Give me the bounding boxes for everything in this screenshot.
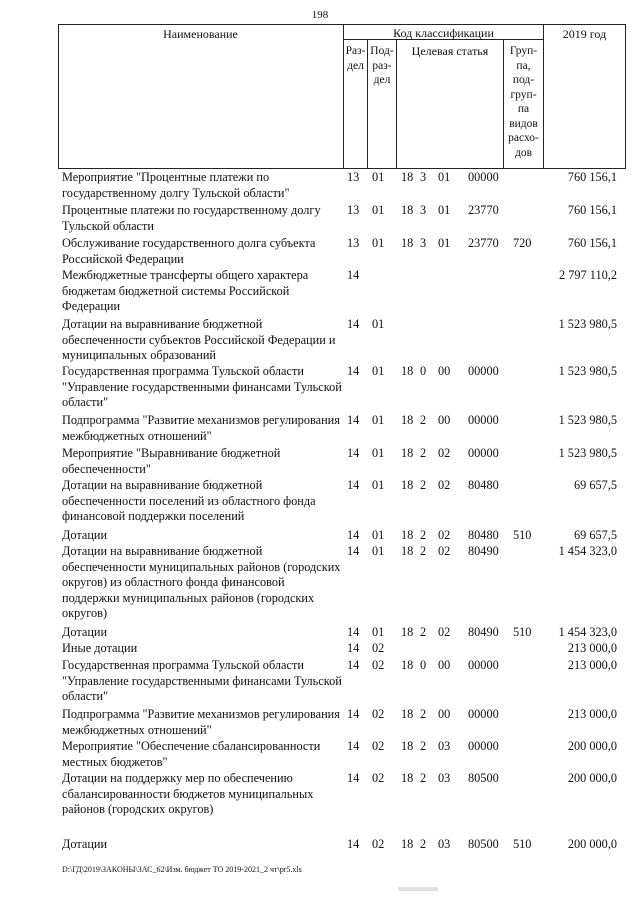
row-name: Подпрограмма "Развитие механизмов регулирования межбюджетных отношений" [62,413,340,443]
row-name: Процентные платежи по государственному долгу Тульской области [62,203,321,233]
row-direction: 00000 [468,739,499,753]
row-sum: 1 454 323,0 [558,544,617,558]
row-event: 03 [438,837,451,851]
row-program: 18 [401,658,414,672]
row-podrazdel: 01 [372,364,385,378]
row-sum: 200 000,0 [567,771,617,785]
row-name: Подпрограмма "Развитие механизмов регулирования межбюджетных отношений" [62,707,340,737]
row-subprogram: 2 [420,446,427,460]
row-razdel: 14 [347,544,360,558]
row-program: 18 [401,203,414,217]
row-sum: 213 000,0 [567,707,617,721]
row-name: Мероприятие "Обеспечение сбалансированности местных бюджетов" [62,739,321,769]
row-subprogram: 0 [420,658,427,672]
row-name: Дотации [62,625,108,639]
row-razdel: 14 [347,317,360,331]
row-event: 00 [438,658,451,672]
row-podrazdel: 01 [372,544,385,558]
row-razdel: 14 [347,528,360,542]
header-name: Наименование [163,27,238,41]
row-program: 18 [401,528,414,542]
row-razdel: 14 [347,739,360,753]
row-subprogram: 2 [420,528,427,542]
row-name: Дотации на поддержку мер по обеспечению сбалансированности бюджетов муниципальных районов (городских округов) [62,771,314,817]
row-razdel: 13 [347,236,360,250]
row-podrazdel: 02 [372,739,385,753]
row-event: 01 [438,203,451,217]
row-direction: 00000 [468,364,499,378]
row-direction: 80480 [468,478,499,492]
row-sum: 760 156,1 [567,203,617,217]
row-sum: 200 000,0 [567,739,617,753]
row-program: 18 [401,739,414,753]
row-sum: 2 797 110,2 [559,268,617,282]
row-razdel: 14 [347,268,360,282]
row-subprogram: 2 [420,771,427,785]
row-vid: 510 [513,837,532,851]
row-direction: 00000 [468,170,499,184]
row-name: Дотации [62,528,108,542]
row-podrazdel: 01 [372,413,385,427]
row-subprogram: 2 [420,707,427,721]
row-razdel: 13 [347,170,360,184]
row-event: 01 [438,236,451,250]
header-code: Код классификации [393,26,494,40]
header-target: Целевая статья [411,44,489,58]
row-name: Мероприятие "Процентные платежи по государственному долгу Тульской области" [62,170,290,200]
row-subprogram: 2 [420,478,427,492]
row-podrazdel: 01 [372,203,385,217]
row-name: Иные дотации [62,641,138,655]
row-subprogram: 2 [420,413,427,427]
row-podrazdel: 01 [372,317,385,331]
row-podrazdel: 02 [372,771,385,785]
row-sum: 1 523 980,5 [558,317,617,331]
row-event: 00 [438,364,451,378]
row-event: 01 [438,170,451,184]
row-direction: 00000 [468,413,499,427]
row-program: 18 [401,236,414,250]
row-direction: 00000 [468,446,499,460]
row-event: 02 [438,478,451,492]
row-sum: 1 454 323,0 [558,625,617,639]
row-direction: 23770 [468,236,499,250]
row-razdel: 14 [347,658,360,672]
row-razdel: 14 [347,478,360,492]
row-name: Государственная программа Тульской области "Управление государственными финансами Тульской области" [62,364,342,410]
row-razdel: 14 [347,837,360,851]
row-podrazdel: 01 [372,478,385,492]
row-event: 02 [438,528,451,542]
row-name: Мероприятие "Выравнивание бюджетной обеспеченности" [62,446,281,476]
row-podrazdel: 01 [372,528,385,542]
row-sum: 69 657,5 [573,528,617,542]
row-razdel: 14 [347,771,360,785]
row-sum: 760 156,1 [567,170,617,184]
row-podrazdel: 02 [372,641,385,655]
row-podrazdel: 02 [372,837,385,851]
row-sum: 1 523 980,5 [558,413,617,427]
row-name: Дотации на выравнивание бюджетной обеспеченности муниципальных районов (городских округов) из областного фонда финансовой поддержки муниципальных районов (городских округов) [62,544,341,621]
row-event: 03 [438,771,451,785]
row-subprogram: 3 [420,203,427,217]
row-podrazdel: 01 [372,170,385,184]
row-razdel: 14 [347,364,360,378]
row-name: Дотации [62,837,108,851]
file-path-footer: D:\ГД\2019\ЗАКОНЫ\ЗАС_62\Изм. бюджет ТО 2019-2021_2 чт\pr5.xls [62,865,302,874]
row-event: 02 [438,446,451,460]
table-header [58,24,626,169]
row-program: 18 [401,364,414,378]
row-direction: 80480 [468,528,499,542]
page-number: 198 [311,9,329,21]
row-subprogram: 2 [420,739,427,753]
row-direction: 80490 [468,544,499,558]
row-sum: 200 000,0 [567,837,617,851]
row-direction: 80500 [468,837,499,851]
row-program: 18 [401,413,414,427]
row-podrazdel: 01 [372,625,385,639]
row-program: 18 [401,446,414,460]
row-razdel: 14 [347,446,360,460]
row-vid: 720 [513,236,532,250]
row-subprogram: 3 [420,170,427,184]
row-program: 18 [401,837,414,851]
row-name: Обслуживание государственного долга субъекта Российской Федерации [62,236,316,266]
row-name: Дотации на выравнивание бюджетной обеспеченности поселений из областного фонда финансовой поддержки поселений [62,478,316,524]
row-event: 03 [438,739,451,753]
header-year: 2019 год [562,27,607,41]
row-razdel: 13 [347,203,360,217]
row-sum: 1 523 980,5 [558,364,617,378]
row-program: 18 [401,478,414,492]
row-program: 18 [401,625,414,639]
row-direction: 00000 [468,658,499,672]
row-vid: 510 [513,528,532,542]
row-vid: 510 [513,625,532,639]
row-direction: 80500 [468,771,499,785]
row-direction: 23770 [468,203,499,217]
row-sum: 213 000,0 [567,641,617,655]
row-name: Дотации на выравнивание бюджетной обеспеченности субъектов Российской Федерации и муниципальных образований [62,317,336,363]
row-direction: 80490 [468,625,499,639]
row-program: 18 [401,707,414,721]
row-razdel: 14 [347,641,360,655]
row-program: 18 [401,771,414,785]
header-razdel: Раз- дел [345,45,366,72]
scan-smudge [398,887,438,891]
row-sum: 760 156,1 [567,236,617,250]
row-direction: 00000 [468,707,499,721]
row-razdel: 14 [347,625,360,639]
row-program: 18 [401,170,414,184]
row-podrazdel: 01 [372,446,385,460]
row-program: 18 [401,544,414,558]
row-subprogram: 2 [420,837,427,851]
row-event: 02 [438,544,451,558]
row-sum: 69 657,5 [573,478,617,492]
row-subprogram: 3 [420,236,427,250]
row-podrazdel: 02 [372,658,385,672]
header-podrazdel: Под- раз- дел [370,45,394,86]
row-sum: 1 523 980,5 [558,446,617,460]
row-podrazdel: 02 [372,707,385,721]
row-subprogram: 2 [420,625,427,639]
row-event: 00 [438,707,451,721]
row-razdel: 14 [347,707,360,721]
row-event: 02 [438,625,451,639]
row-sum: 213 000,0 [567,658,617,672]
row-name: Государственная программа Тульской области "Управление государственными финансами Тульской области" [62,658,342,704]
header-group: Груп- па, под- груп- па видов расхо- дов [508,45,539,159]
row-razdel: 14 [347,413,360,427]
row-event: 00 [438,413,451,427]
row-subprogram: 2 [420,544,427,558]
row-podrazdel: 01 [372,236,385,250]
row-subprogram: 0 [420,364,427,378]
row-name: Межбюджетные трансферты общего характера бюджетам бюджетной системы Российской Федерации [62,268,309,314]
